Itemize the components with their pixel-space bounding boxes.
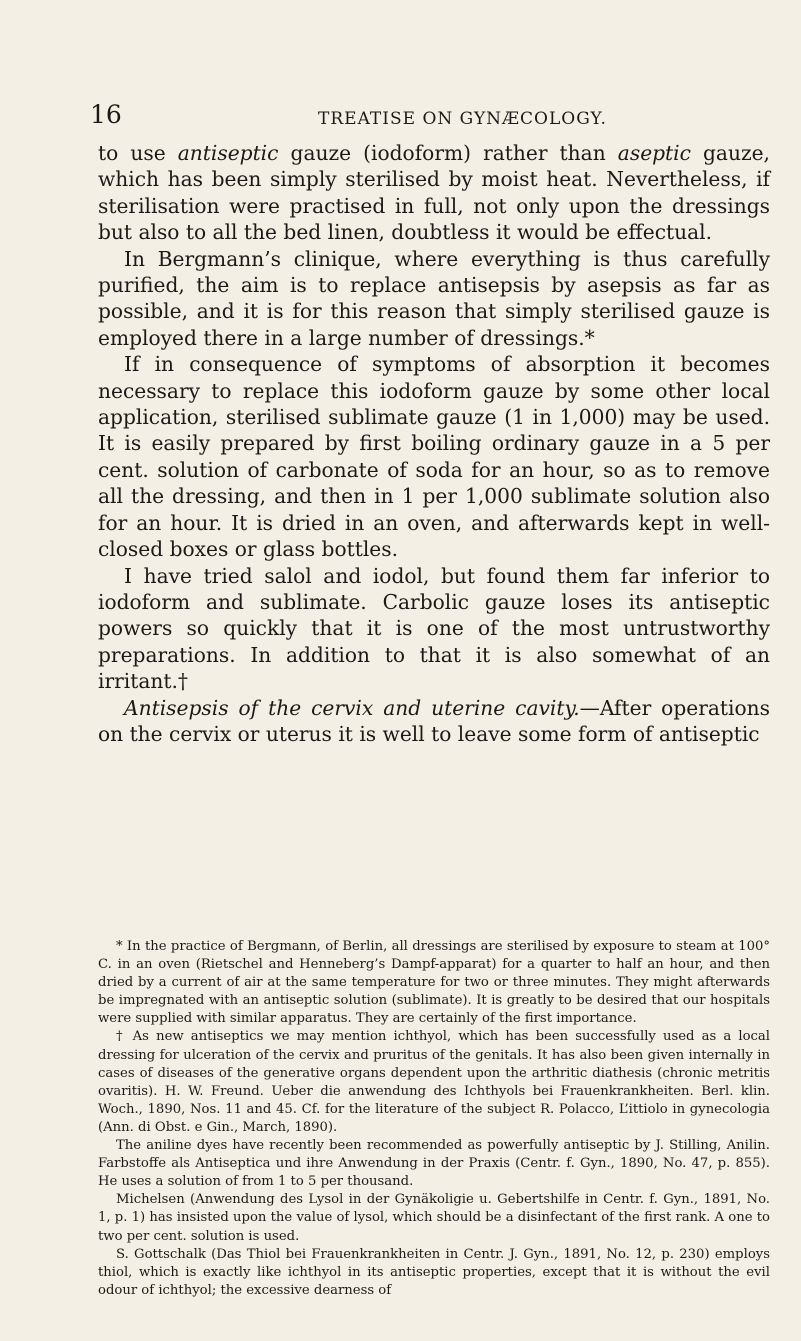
- emphasis-aseptic: aseptic: [617, 141, 691, 165]
- text-run: to use: [98, 141, 178, 165]
- paragraph-continuation: [98, 140, 770, 246]
- running-title: TREATISE ON GYNÆCOLOGY.: [318, 109, 607, 129]
- footnote-thiol: S. Gottschalk (Das Thiol bei Frauenkrankheiten in Centr. J. Gyn., 1891, No. 12, p. 230) employs thiol, which is exactly like ichthyol in its antiseptic properties, except that it is without the evil odour of ichthyol; the excessive dearness of: [98, 1246, 770, 1298]
- paragraph-bergmann: In Bergmann’s clinique, where everything is thus carefully purified, the aim is to replace antisepsis by asepsis as far as possible, and it is for this reason that simply sterilised gauze is employed there in a large number of dressings.*: [98, 246, 770, 350]
- footnote-dagger: † As new antiseptics we may mention ichthyol, which has been successfully used as a local dressing for ulceration of the cervix and pruritus of the genitals. It has also been given internally in cases of diseases of the generative organs dependent upon the arthritic diathesis (chronic metritis ovaritis). H. W. Freund. Ueber die anwendung des Ichthyols bei Frauenkrankheiten. Berl. klin. Woch., 1890, Nos. 11 and 45. Cf. for the literature of the subject R. Polacco, L’ittiolo in gynecologia (Ann. di Obst. e Gin., March, 1890).: [98, 1029, 770, 1135]
- footnote-lysol: Michelsen (Anwendung des Lysol in der Gynäkoligie u. Gebertshilfe in Centr. f. Gyn., 1891, No. 1, p. 1) has insisted upon the value of lysol, which should be a disinfectant of the first rank. A one to two per cent. solution is used.: [98, 1192, 770, 1244]
- emphasis-antiseptic: antiseptic: [177, 141, 279, 165]
- running-head: [90, 100, 770, 134]
- paragraph-salol-iodol: I have tried salol and iodol, but found them far inferior to iodoform and sublimate. Carbolic gauze loses its antiseptic powers so quickly that it is one of the most untrustworthy preparations. In addition to that it is also somewhat of an irritant.†: [98, 563, 770, 694]
- main-text: [98, 140, 770, 747]
- section-heading: Antisepsis of the cervix and uterine cavity.: [124, 695, 580, 720]
- page-number: 16: [90, 100, 122, 129]
- text-run: gauze (iodoform) rather than: [278, 141, 618, 165]
- paragraph-sublimate-gauze: If in consequence of symptoms of absorption it becomes necessary to replace this iodoform gauze by some other local application, sterilised sublimate gauze (1 in 1,000) may be used. It is easily prepared by first boiling ordinary gauze in a 5 per cent. solution of carbonate of soda for an hour, so as to remove all the dressing, and then in 1 per 1,000 sublimate solution also for an hour. It is dried in an oven, and afterwards kept in well-closed boxes or glass bottles.: [98, 352, 770, 562]
- text-run: —After operations on the cervix or uterus it is well to leave some form of antiseptic: [98, 695, 770, 746]
- footnotes: [98, 938, 770, 1300]
- text-run: gauze, which has been simply sterilised by moist heat. Nevertheless, if sterilisation were practised in full, not only upon the dressings but also to all the bed linen, doubtless it would be effectual.: [98, 141, 770, 245]
- footnote-aniline: The aniline dyes have recently been recommended as powerfully antiseptic by J. Stilling, Anilin. Farbstoffe als Antiseptica und ihre Anwendung in der Praxis (Centr. f. Gyn., 1890, No. 47, p. 855). He uses a solution of from 1 to 5 per thousand.: [98, 1138, 770, 1190]
- paragraph-cervix-antisepsis: [98, 695, 770, 748]
- footnote-asterisk: * In the practice of Bergmann, of Berlin, all dressings are sterilised by exposure to steam at 100° C. in an oven (Rietschel and Henneberg’s Dampf-apparat) for a quarter to half an hour, and then dried by a current of air at the same temperature for two or three minutes. They might afterwards be impregnated with an antiseptic solution (sublimate). It is greatly to be desired that our hospitals were supplied with similar apparatus. They are certainly of the first importance.: [98, 939, 770, 1027]
